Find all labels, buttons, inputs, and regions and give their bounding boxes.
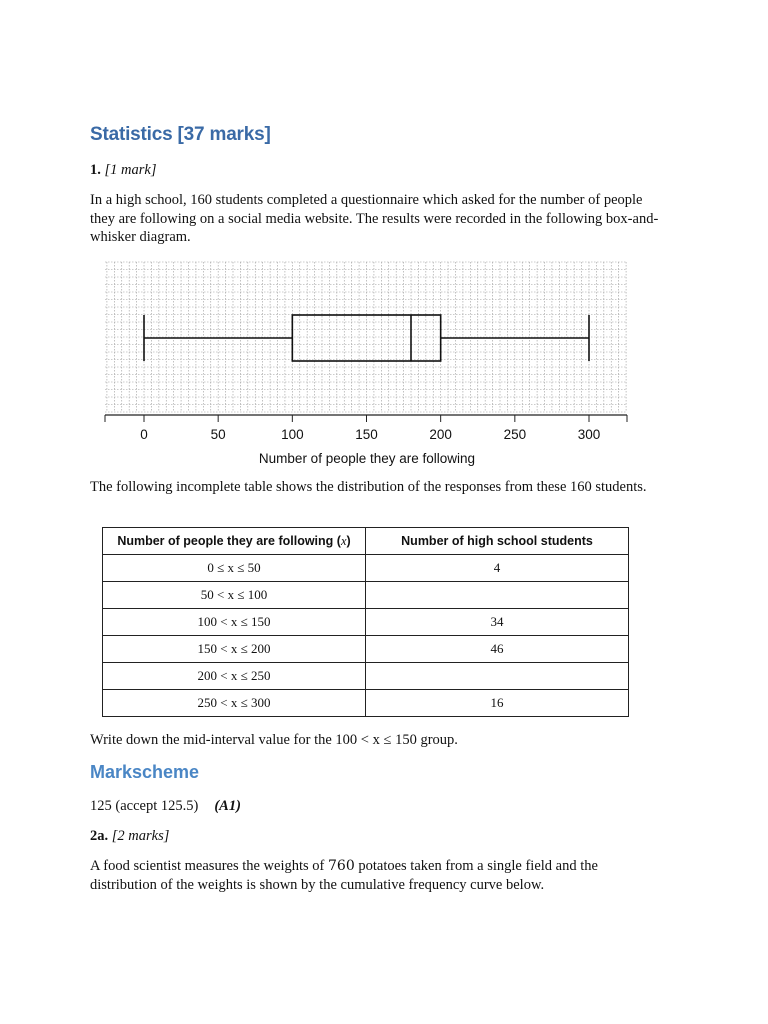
frequency-cell: 46 bbox=[366, 636, 629, 663]
chart-grid bbox=[105, 262, 627, 412]
box-and-whisker-diagram bbox=[100, 258, 640, 473]
potato-count: 760 bbox=[328, 858, 355, 874]
markscheme-heading: Markscheme bbox=[90, 762, 200, 782]
column-header-following-text: Number of people they are following (x) bbox=[117, 533, 351, 548]
frequency-cell: 34 bbox=[366, 609, 629, 636]
x-axis bbox=[105, 415, 627, 442]
question-2a-text bbox=[90, 857, 650, 894]
x-tick-label: 200 bbox=[429, 427, 452, 442]
column-header-students: Number of high school students bbox=[366, 528, 629, 555]
markscheme-tag: (A1) bbox=[214, 798, 241, 814]
interval-cell: 0 ≤ x ≤ 50 bbox=[103, 555, 366, 582]
question-marks: [2 marks] bbox=[111, 828, 170, 844]
table-intro: The following incomplete table shows the distribution of the responses from these 160 students. bbox=[90, 479, 647, 495]
x-tick-label: 150 bbox=[355, 427, 378, 442]
table-row bbox=[103, 663, 629, 690]
markscheme-answer: 125 (accept 125.5) bbox=[90, 798, 199, 814]
question-2a-header bbox=[90, 827, 169, 846]
x-tick-label: 300 bbox=[577, 427, 601, 442]
x-tick-label: 250 bbox=[503, 427, 527, 442]
question-1-header bbox=[90, 161, 156, 180]
column-header-following bbox=[103, 528, 366, 555]
question-1-text: In a high school, 160 students completed a questionnaire which asked for the number of people they are following on a social media website. The results were recorded in the following box-and-whisker diagram. bbox=[90, 192, 659, 245]
x-tick-label: 50 bbox=[210, 427, 226, 442]
question-number: 1. bbox=[90, 162, 101, 178]
frequency-cell: 4 bbox=[366, 555, 629, 582]
table-row bbox=[103, 609, 629, 636]
frequency-cell: 16 bbox=[366, 690, 629, 717]
table-row bbox=[103, 690, 629, 717]
question-2a-text-start: A food scientist measures the weights of bbox=[90, 858, 328, 874]
interval-cell: 150 < x ≤ 200 bbox=[103, 636, 366, 663]
table-row bbox=[103, 636, 629, 663]
table-row bbox=[103, 582, 629, 609]
markscheme-answer-line bbox=[90, 797, 241, 816]
table-row bbox=[103, 555, 629, 582]
frequency-cell bbox=[366, 663, 629, 690]
x-tick-label: 100 bbox=[281, 427, 304, 442]
frequency-cell bbox=[366, 582, 629, 609]
interval-cell: 250 < x ≤ 300 bbox=[103, 690, 366, 717]
table-header-row bbox=[103, 528, 629, 555]
distribution-table bbox=[102, 527, 629, 717]
question-number: 2a. bbox=[90, 828, 109, 844]
question-2a-text-end: potatoes taken from a single field and the distribution of the weights is shown by the cumulative frequency curve below. bbox=[90, 858, 598, 893]
interval-cell: 100 < x ≤ 150 bbox=[103, 609, 366, 636]
x-axis-label: Number of people they are following bbox=[258, 451, 476, 466]
interval-cell: 50 < x ≤ 100 bbox=[103, 582, 366, 609]
page-title: Statistics [37 marks] bbox=[90, 124, 271, 145]
x-tick-label: 0 bbox=[140, 427, 148, 442]
question-1-prompt: Write down the mid-interval value for the 100 < x ≤ 150 group. bbox=[90, 732, 458, 748]
interval-cell: 200 < x ≤ 250 bbox=[103, 663, 366, 690]
question-marks: [1 mark] bbox=[104, 162, 157, 178]
